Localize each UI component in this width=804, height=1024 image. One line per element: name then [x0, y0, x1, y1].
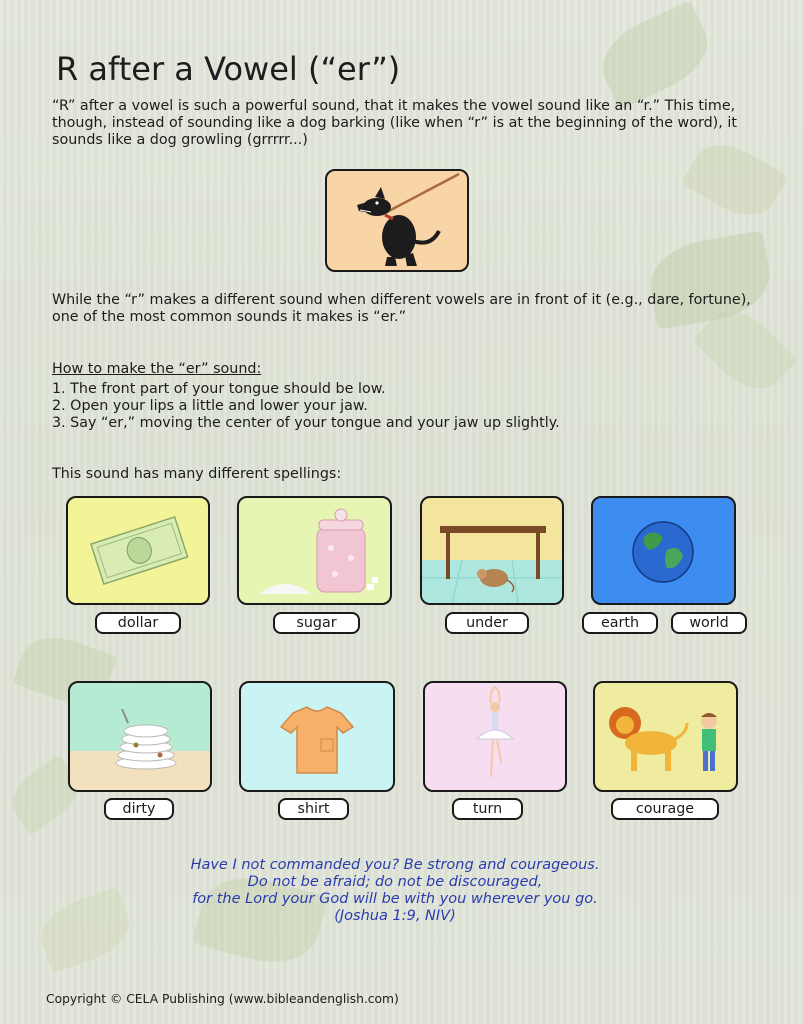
background-leaf: [590, 0, 719, 110]
spellings-intro: This sound has many different spellings:: [52, 466, 342, 482]
growling-dog-illustration: [327, 171, 467, 270]
copyright-notice: Copyright © CELA Publishing (www.bibleandenglish.com): [46, 992, 399, 1006]
turn-picture: [423, 681, 567, 792]
word-label-turn: turn: [452, 798, 523, 820]
sugar-jar-illustration: [239, 498, 390, 603]
dollar-picture: [66, 496, 210, 605]
howto-step: 1. The front part of your tongue should be low.: [52, 381, 386, 397]
earth-picture: [591, 496, 736, 605]
word-label-earth: earth: [582, 612, 658, 634]
lion-and-boy-illustration: [595, 683, 736, 790]
verse-line: for the Lord your God will be with you wherever you go.: [192, 891, 598, 907]
vowels-paragraph: While the “r” makes a different sound when different vowels are in front of it (e.g., dare, fortune), one of the most common sounds it makes is “er.”: [52, 292, 751, 325]
mouse-under-table-illustration: [422, 498, 562, 603]
page-title: R after a Vowel (“er”): [56, 50, 401, 88]
word-label-under: under: [445, 612, 529, 634]
howto-step: 2. Open your lips a little and lower your jaw.: [52, 398, 368, 414]
word-label-courage: courage: [611, 798, 719, 820]
bible-verse: [150, 857, 640, 925]
verse-line: Have I not commanded you? Be strong and courageous.: [190, 857, 600, 873]
ballerina-illustration: [425, 683, 565, 790]
dollar-bill-illustration: [68, 498, 208, 603]
word-label-dirty: dirty: [104, 798, 174, 820]
tshirt-illustration: [241, 683, 393, 790]
verse-line: Do not be afraid; do not be discouraged,: [247, 874, 543, 890]
howto-heading: How to make the “er” sound:: [52, 361, 262, 377]
shirt-picture: [239, 681, 395, 792]
globe-illustration: [593, 498, 734, 603]
background-leaf: [32, 886, 137, 973]
word-label-world: world: [671, 612, 747, 634]
word-label-sugar: sugar: [273, 612, 360, 634]
word-label-dollar: dollar: [95, 612, 181, 634]
dirty-dishes-illustration: [70, 683, 210, 790]
sugar-picture: [237, 496, 392, 605]
under-picture: [420, 496, 564, 605]
courage-picture: [593, 681, 738, 792]
dirty-picture: [68, 681, 212, 792]
word-label-shirt: shirt: [278, 798, 349, 820]
dog-picture: [325, 169, 469, 272]
verse-reference: (Joshua 1:9, NIV): [334, 908, 456, 924]
intro-paragraph: “R” after a vowel is such a powerful sound, that it makes the vowel sound like an “r.” This time, though, instead of sounding like a dog barking (like when “r” is at the beginning of the word), it sounds like a dog growling (grrrrr...): [52, 98, 737, 148]
howto-step: 3. Say “er,” moving the center of your tongue and your jaw up slightly.: [52, 415, 560, 431]
